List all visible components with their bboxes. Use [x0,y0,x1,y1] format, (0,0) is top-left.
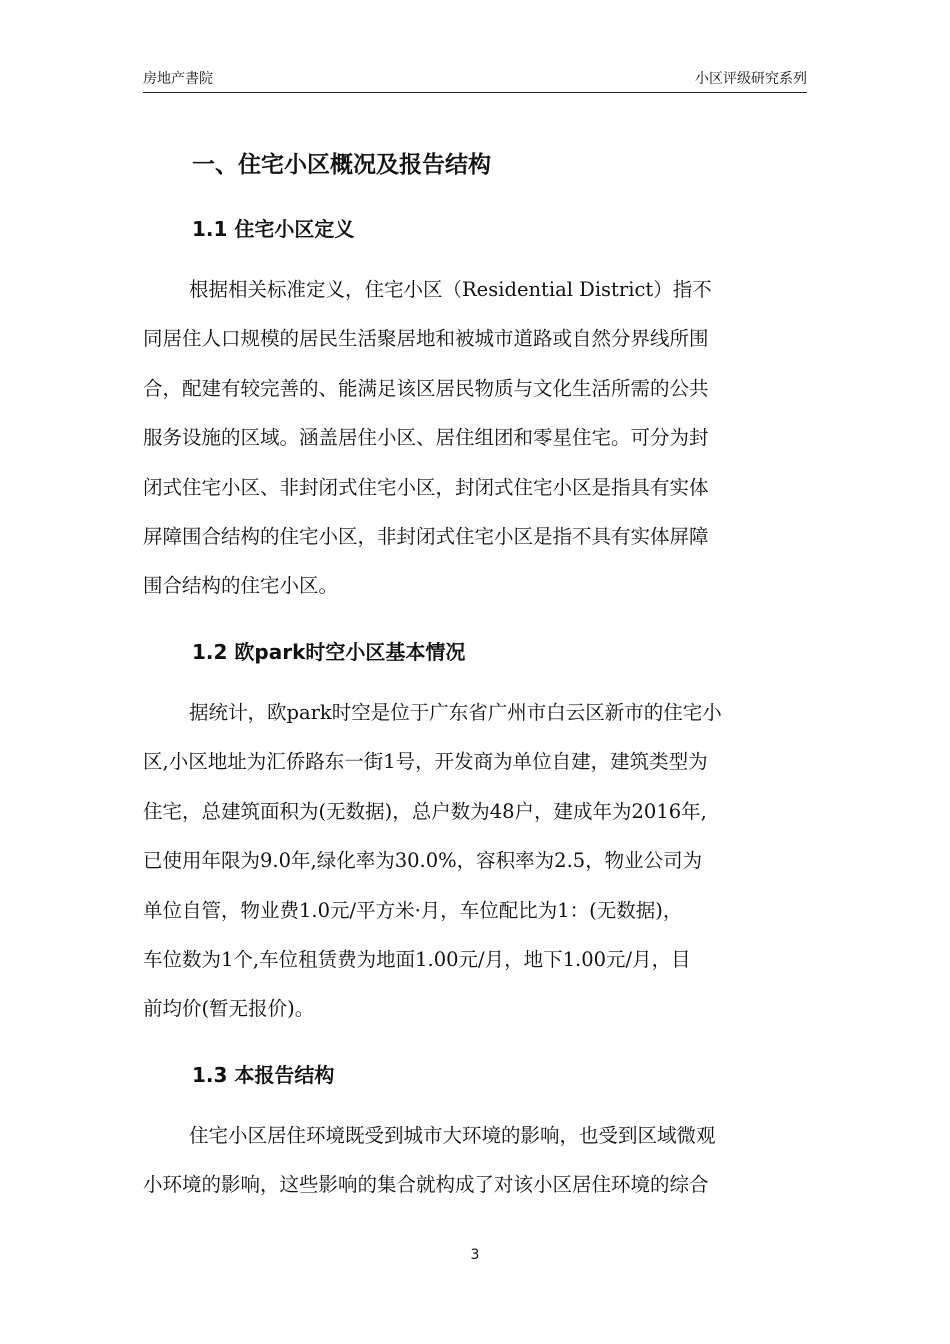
paragraph-definition [143,265,823,611]
subsection-title-1-3: 1.3 本报告结构 [192,1063,335,1087]
subsection-title-1-1: 1.1 住宅小区定义 [192,217,355,241]
text-line: 同居住人口规模的居民生活聚居地和被城市道路或自然分界线所围 [143,327,709,351]
text-line: 住宅小区居住环境既受到城市大环境的影响，也受到区域微观 [189,1124,716,1147]
text-line: 单位自管，物业费1.0元/平方米·月，车位配比为1：(无数据)， [143,898,683,922]
text-line: 前均价(暂无报价)。 [143,997,315,1021]
header-publisher: 房地产書院 [143,71,213,87]
paragraph-basic-info [143,688,823,1034]
paragraph-report-structure [143,1111,823,1210]
page-number: 3 [470,1247,480,1263]
text-line: 合，配建有较完善的、能满足该区居民物质与文化生活所需的公共 [143,376,709,400]
text-line: 围合结构的住宅小区。 [143,574,339,598]
text-line: 已使用年限为9.0年,绿化率为30.0%，容积率为2.5，物业公司为 [143,849,703,873]
text-line: 区,小区地址为汇侨路东一街1号，开发商为单位自建，建筑类型为 [143,750,708,774]
page-header [143,62,807,93]
text-line: 据统计，欧park时空是位于广东省广州市白云区新市的住宅小 [189,701,722,724]
section-title: 一、住宅小区概况及报告结构 [192,152,491,178]
text-line: 小环境的影响，这些影响的集合就构成了对该小区居住环境的综合 [143,1173,709,1197]
header-series: 小区评级研究系列 [695,71,807,87]
text-line: 屏障围合结构的住宅小区，非封闭式住宅小区是指不具有实体屏障 [143,524,709,548]
text-line: 根据相关标准定义，住宅小区（Residential District）指不 [189,278,712,301]
text-line: 住宅，总建筑面积为(无数据)，总户数为48户，建成年为2016年, [143,799,707,823]
text-line: 车位数为1个,车位租赁费为地面1.00元/月，地下1.00元/月，目 [143,947,691,971]
text-line: 闭式住宅小区、非封闭式住宅小区，封闭式住宅小区是指具有实体 [143,475,709,499]
text-line: 服务设施的区域。涵盖居住小区、居住组团和零星住宅。可分为封 [143,426,709,450]
subsection-title-1-2: 1.2 欧park时空小区基本情况 [192,640,466,664]
